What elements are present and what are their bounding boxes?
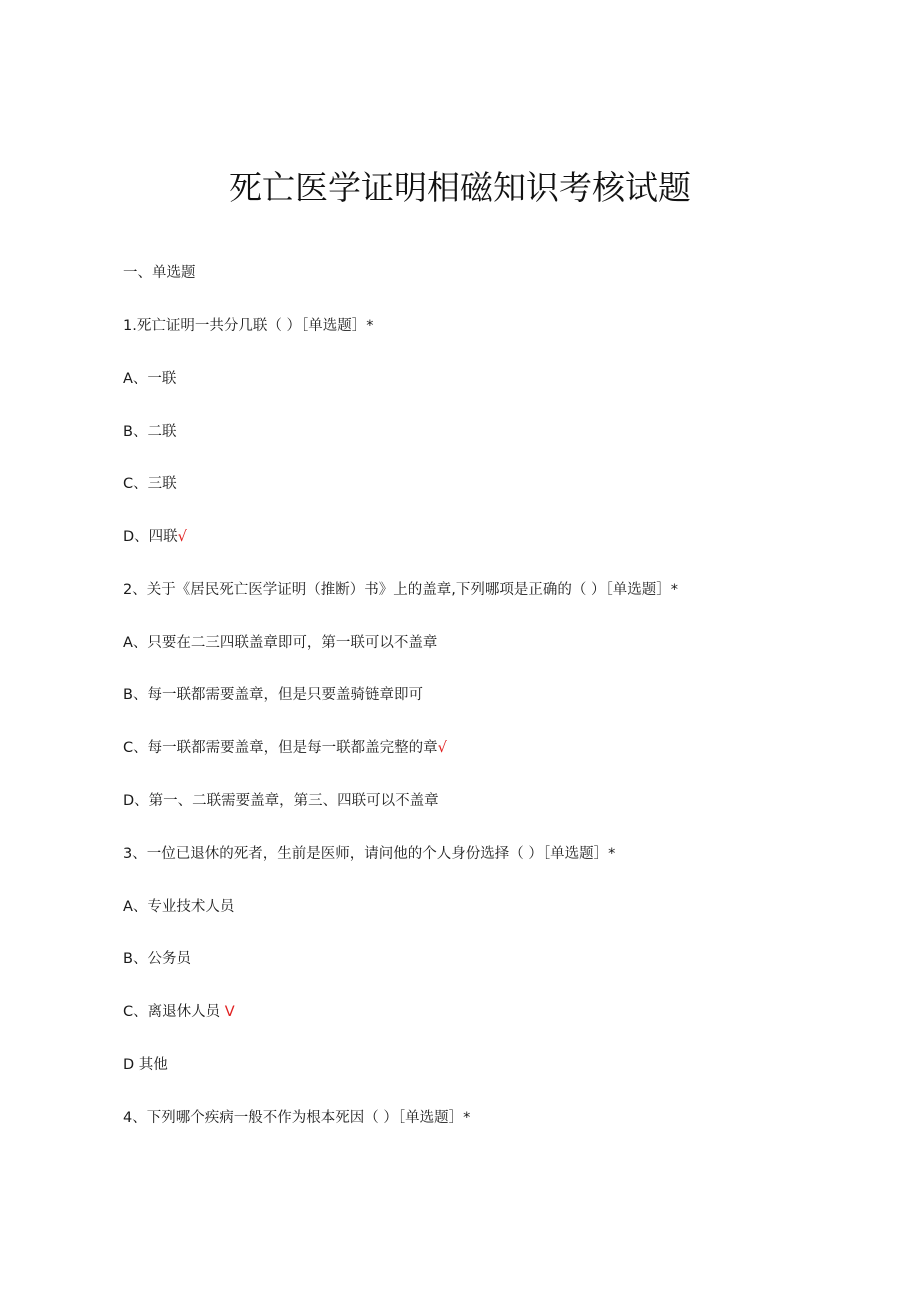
question-2-option-d: D、第一、二联需要盖章，第三、四联可以不盖章 <box>123 793 439 809</box>
correct-answer-check-icon: √ <box>437 740 447 756</box>
question-3-option-a: A、专业技术人员 <box>123 899 235 915</box>
question-1-option-a: A、一联 <box>123 371 177 387</box>
question-1-option-b: B、二联 <box>123 424 177 440</box>
question-3-option-b: B、公务员 <box>123 951 191 967</box>
question-4-stem: 4、下列哪个疾病一般不作为根本死因（ ）［单选题］* <box>123 1110 471 1126</box>
question-3-option-d: D 其他 <box>123 1057 168 1073</box>
question-1-option-d <box>123 527 187 547</box>
question-1-option-c: C、三联 <box>123 476 177 492</box>
document-title: 死亡医学证明相磁知识考核试题 <box>229 168 691 207</box>
question-2-option-c-text: C、每一联都需要盖章，但是每一联都盖完整的章 <box>123 740 438 756</box>
section-heading: 一、单选题 <box>123 265 196 281</box>
question-3-stem: 3、一位已退休的死者，生前是医师，请问他的个人身份选择（ ）［单选题］* <box>123 846 616 862</box>
question-3-option-c <box>123 1002 235 1022</box>
question-1-option-d-text: D、四联 <box>123 529 178 545</box>
question-1-stem: 1.死亡证明一共分几联（ ）［单选题］* <box>123 318 374 334</box>
question-2-option-b: B、每一联都需要盖章，但是只要盖骑链章即可 <box>123 687 423 703</box>
correct-answer-check-icon: √ <box>177 529 187 545</box>
question-2-option-c <box>123 738 447 758</box>
question-2-stem: 2、关于《居民死亡医学证明（推断）书》上的盖章,下列哪项是正确的（ ）［单选题］* <box>123 582 678 598</box>
question-3-option-c-text: C、离退休人员 <box>123 1004 221 1020</box>
correct-answer-check-icon: V <box>224 1004 235 1020</box>
question-2-option-a: A、只要在二三四联盖章即可，第一联可以不盖章 <box>123 635 438 651</box>
